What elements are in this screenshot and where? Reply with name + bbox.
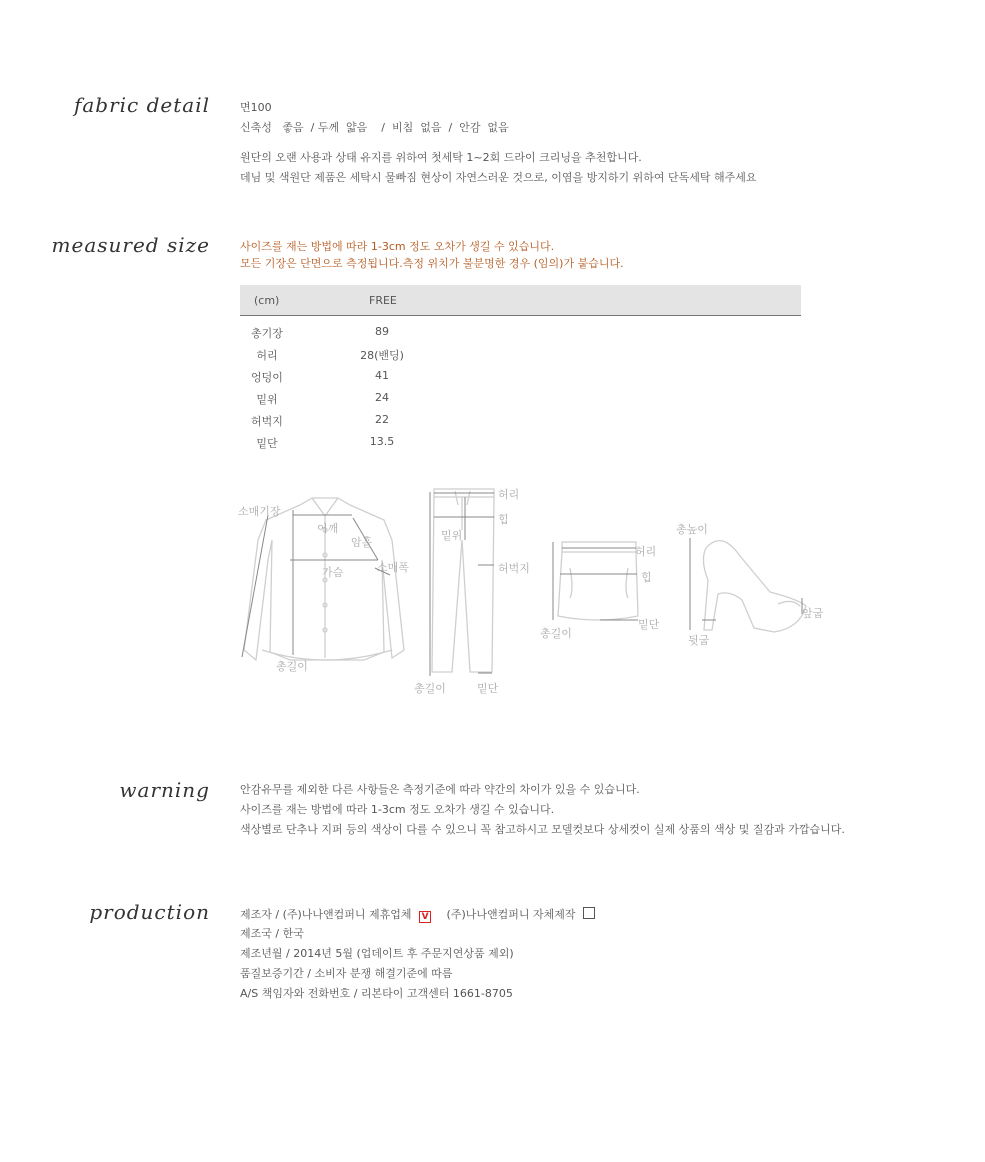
size-row-value: 89: [375, 325, 389, 338]
size-notice-1: 사이즈를 재는 방법에 따라 1-3cm 정도 오차가 생길 수 있습니다.: [240, 240, 555, 253]
warning-heading: warning: [119, 778, 210, 802]
size-row-name: 허벅지: [251, 415, 283, 428]
fabric-properties: 신축성 좋음 / 두께 얇음 / 비침 없음 / 안감 없음: [240, 121, 509, 134]
size-row-name: 엉덩이: [251, 371, 283, 384]
warning-line-2: 사이즈를 재는 방법에 따라 1-3cm 정도 오차가 생길 수 있습니다.: [240, 803, 555, 816]
shoe-front-heel-label: 앞굽: [802, 607, 824, 620]
warning-line-1: 안감유무를 제외한 다른 사항들은 측정기준에 따라 약간의 차이가 있을 수 있습니다.: [240, 783, 640, 796]
production-heading: production: [89, 900, 210, 924]
production-as-contact: A/S 책임자와 전화번호 / 리본타이 고객센터 1661-8705: [240, 987, 513, 1000]
pants-hip-label: 힙: [498, 513, 509, 526]
size-row-value: 41: [375, 369, 389, 382]
skirt-hem-label: 밑단: [638, 618, 660, 631]
production-maker: [240, 907, 595, 923]
size-row-value: 28(밴딩): [360, 349, 404, 362]
pants-waist-label: 허리: [498, 488, 520, 501]
size-row-name: 밑위: [256, 393, 278, 406]
shirt-armhole-label: 암홀: [351, 536, 373, 549]
pants-hem-label: 밑단: [477, 682, 499, 695]
fabric-note-1: 원단의 오랜 사용과 상태 유지를 위하여 첫세탁 1~2회 드라이 크리닝을 추천합니다.: [240, 151, 642, 164]
skirt-waist-label: 허리: [635, 545, 657, 558]
size-row-name: 허리: [256, 349, 278, 362]
fabric-material: 면100: [240, 101, 272, 114]
production-date: 제조년월 / 2014년 5월 (업데이트 후 주문지연상품 제외): [240, 947, 514, 960]
maker-affiliate-text: 제조자 / (주)나나앤컴퍼니 제휴업체: [240, 908, 412, 921]
size-table-unit: (cm): [254, 294, 280, 307]
maker-affiliate-checkbox: V: [419, 911, 431, 923]
pants-drawing: [432, 489, 494, 672]
size-notice-2: 모든 기장은 단면으로 측정됩니다.측정 위치가 불분명한 경우 (임의)가 붙습니다.: [240, 257, 624, 270]
size-row-value: 24: [375, 391, 389, 404]
maker-own-checkbox: [583, 907, 595, 919]
size-row-value: 22: [375, 413, 389, 426]
shirt-total-label: 총길이: [276, 660, 308, 673]
pants-thigh-label: 허벅지: [498, 562, 530, 575]
production-warranty: 품질보증기간 / 소비자 분쟁 해결기준에 따름: [240, 967, 453, 980]
fabric-note-2: 데님 및 색원단 제품은 세탁시 물빠짐 현상이 자연스러운 것으로, 이염을 방지하기 위하여 단독세탁 해주세요: [240, 171, 757, 184]
shirt-shoulder-label: 어깨: [317, 522, 339, 535]
skirt-hip-label: 힙: [641, 571, 652, 584]
warning-line-3: 색상별로 단추나 지퍼 등의 색상이 다를 수 있으니 꼭 참고하시고 모델컷보다 상세컷이 실제 상품의 색상 및 질감과 가깝습니다.: [240, 823, 845, 836]
shoe-back-heel-label: 뒷굽: [688, 634, 710, 647]
production-country: 제조국 / 한국: [240, 927, 304, 940]
measured-size-heading: measured size: [51, 233, 210, 257]
size-row-name: 밑단: [256, 437, 278, 450]
shirt-sleeve-length-label: 소매기장: [238, 505, 281, 518]
skirt-drawing: [558, 542, 638, 620]
shirt-chest-label: 가슴: [322, 566, 344, 579]
pants-rise-label: 밑위: [441, 529, 463, 542]
maker-own-text: (주)나나앤컴퍼니 자체제작: [446, 908, 576, 921]
shoe-drawing: [703, 541, 806, 632]
skirt-total-label: 총길이: [540, 627, 572, 640]
size-row-value: 13.5: [369, 435, 395, 448]
pants-total-label: 총길이: [414, 682, 446, 695]
shirt-sleeve-width-label: 소매폭: [377, 561, 409, 574]
size-table-free: FREE: [369, 294, 397, 307]
fabric-detail-heading: fabric detail: [73, 93, 210, 117]
size-row-name: 총기장: [251, 327, 283, 340]
shoe-height-label: 총높이: [676, 523, 708, 536]
